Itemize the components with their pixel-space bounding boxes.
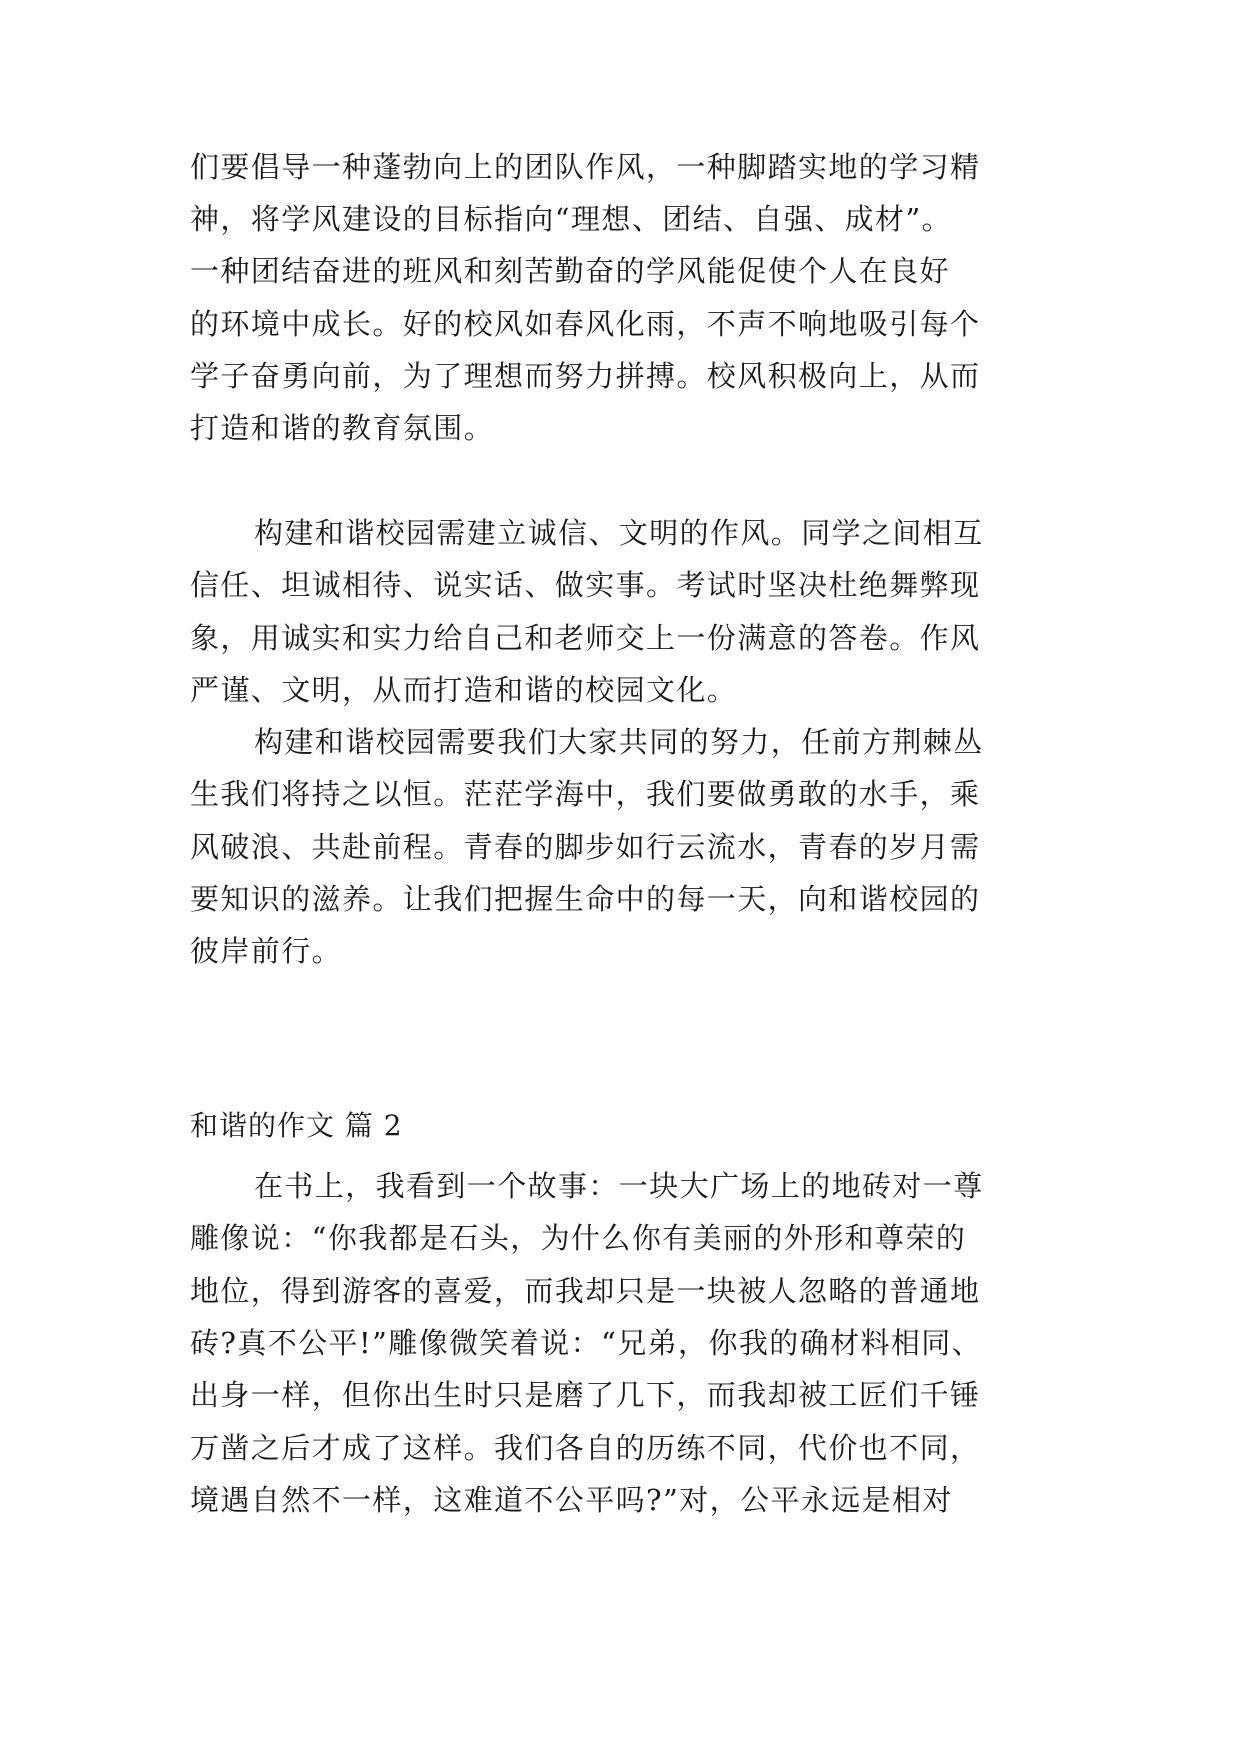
text-line: 信任、坦诚相待、说实话、做实事。考试时坚决杜绝舞弊现 bbox=[190, 568, 981, 602]
text-line: 彼岸前行。 bbox=[190, 934, 343, 968]
text-line: 构建和谐校园需建立诚信、文明的作风。同学之间相互 bbox=[254, 516, 984, 550]
text-line: 出身一样，但你出生时只是磨了几下，而我却被工匠们千锤 bbox=[190, 1378, 981, 1412]
text-line: 打造和谐的教育氛围。 bbox=[190, 411, 495, 445]
text-line: 在书上，我看到一个故事：一块大广场上的地砖对一尊 bbox=[254, 1169, 984, 1203]
text-line: 生我们将持之以恒。茫茫学海中，我们要做勇敢的水手，乘 bbox=[190, 777, 981, 811]
text-line: 学子奋勇向前，为了理想而努力拼搏。校风积极向上，从而 bbox=[190, 359, 981, 393]
text-line: 雕像说：“你我都是石头，为什么你有美丽的外形和尊荣的 bbox=[190, 1221, 967, 1255]
text-line: 万凿之后才成了这样。我们各自的历练不同，代价也不同， bbox=[190, 1431, 981, 1465]
text-line: 地位，得到游客的喜爱，而我却只是一块被人忽略的普通地 bbox=[190, 1274, 981, 1308]
text-line: 要知识的滋养。让我们把握生命中的每一天，向和谐校园的 bbox=[190, 882, 981, 916]
text-line: 砖?真不公平!”雕像微笑着说：“兄弟，你我的确材料相同、 bbox=[190, 1326, 983, 1360]
text-line: 神，将学风建设的目标指向“理想、团结、自强、成材”。 bbox=[190, 202, 953, 236]
text-line: 构建和谐校园需要我们大家共同的努力，任前方荆棘丛 bbox=[254, 725, 984, 759]
text-line: 境遇自然不一样，这难道不公平吗?”对，公平永远是相对 bbox=[190, 1483, 953, 1517]
text-line: 一种团结奋进的班风和刻苦勤奋的学风能促使个人在良好 bbox=[190, 254, 951, 288]
text-line: 们要倡导一种蓬勃向上的团队作风，一种脚踏实地的学习精 bbox=[190, 150, 981, 184]
text-line: 严谨、文明，从而打造和谐的校园文化。 bbox=[190, 673, 738, 707]
section-heading: 和谐的作文 篇 2 bbox=[190, 1109, 403, 1142]
text-line: 的环境中成长。好的校风如春风化雨，不声不响地吸引每个 bbox=[190, 307, 981, 341]
text-line: 象，用诚实和实力给自己和老师交上一份满意的答卷。作风 bbox=[190, 621, 981, 655]
text-line: 风破浪、共赴前程。青春的脚步如行云流水，青春的岁月需 bbox=[190, 830, 981, 864]
